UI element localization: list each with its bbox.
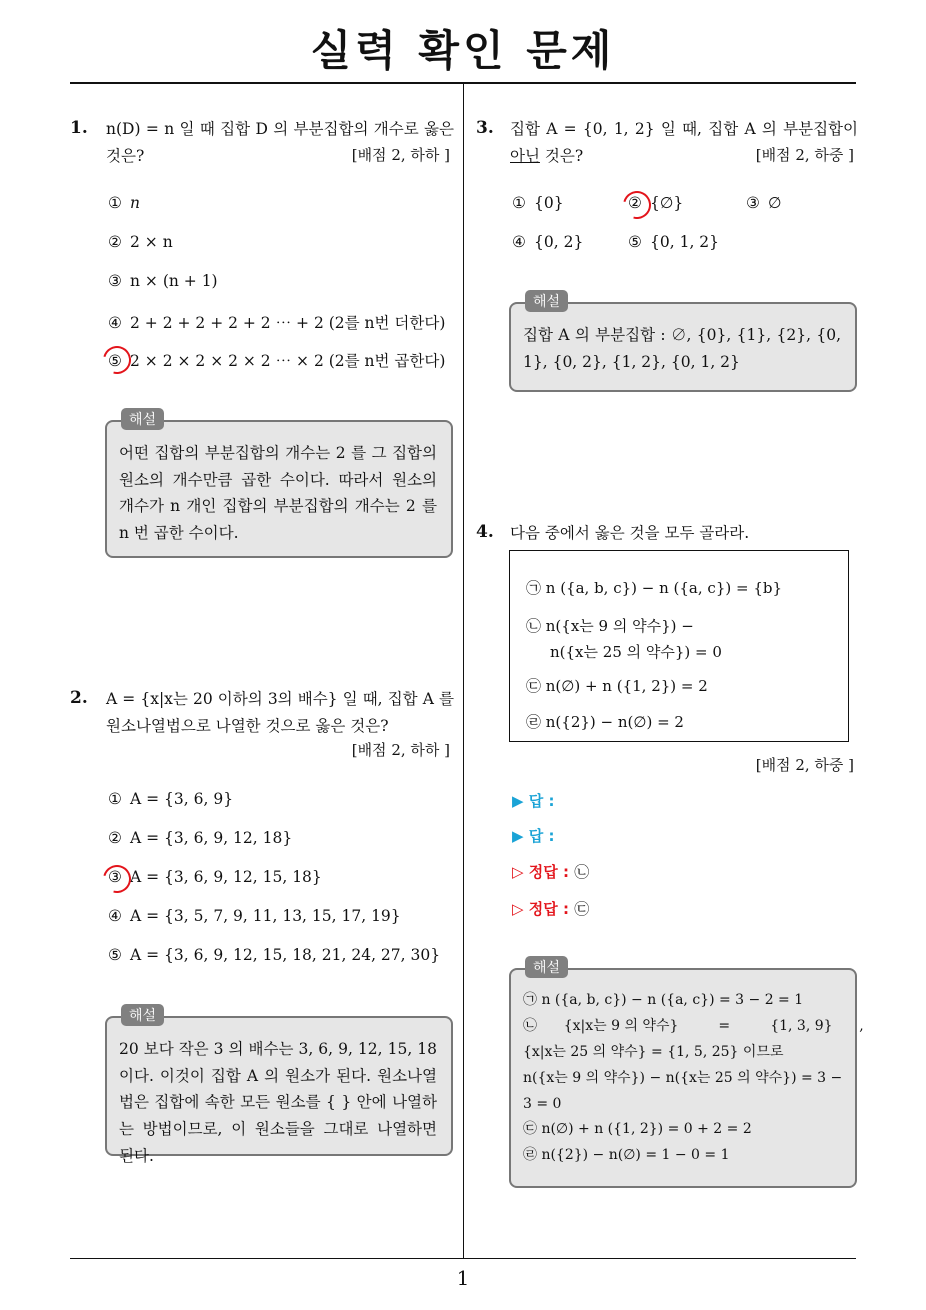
explanation-line: ㉢ n(∅) + n ({1, 2}) = 0 + 2 = 2 [523, 1121, 752, 1138]
page-number: 1 [456, 1266, 470, 1290]
explanation-box [509, 960, 864, 1188]
question-number: 1. [70, 118, 88, 138]
explanation-line: ㉠ n ({a, b, c}) − n ({a, c}) = 3 − 2 = 1 [523, 992, 804, 1008]
explanation-text [511, 970, 864, 1179]
explanation-text: 어떤 집합의 부분집합의 개수는 2 를 그 집합의 원소의 개수만큼 곱한 수이다. 따라서 원소의 개수가 n 개인 집합의 부분집합의 개수는 2 를 n 번 곱한 수이다. [119, 444, 437, 542]
explanation-tab: 해설 [121, 1004, 164, 1026]
explanation-box [105, 1008, 453, 1165]
choice-5[interactable]: ⑤ A = {3, 6, 9, 12, 15, 18, 21, 24, 27, 30} [108, 946, 441, 964]
correct-answer-2: ▷ 정답 : ㉢ [512, 900, 590, 918]
question-meta: [배점 2, 하하 ] [351, 146, 450, 164]
question-text: A = {x|x는 20 이하의 3의 배수} 일 때, 집합 A 를 원소나열법으로 나열한 것으로 옳은 것은? [106, 690, 454, 735]
selected-answer-circle [98, 860, 136, 898]
statement-c: ㉢ n(∅) + n ({1, 2}) = 2 [526, 677, 708, 695]
choice-2[interactable]: ② 2 × n [108, 233, 173, 251]
page-title: 실력 확인 문제 [310, 26, 616, 75]
explanation-text: 집합 A 의 부분집합 : ∅, {0}, {1}, {2}, {0, 1}, {0, 2}, {1, 2}, {0, 1, 2} [523, 326, 841, 371]
underlined-word: 아닌 [510, 146, 540, 165]
choice-1[interactable]: ① {0} [512, 194, 564, 212]
column-divider [463, 83, 464, 1258]
choice-1[interactable]: ① n [108, 194, 140, 212]
explanation-box [105, 412, 453, 558]
choice-2[interactable]: ② {∅} [628, 194, 684, 212]
question-number: 4. [476, 522, 494, 542]
selected-answer-circle [618, 186, 656, 224]
question-meta: [배점 2, 하중 ] [755, 756, 854, 774]
answer-blank-1[interactable]: ▶ 답 : [512, 792, 555, 810]
choice-5[interactable]: ⑤ 2 × 2 × 2 × 2 × 2 ⋯ × 2 (2를 n번 곱한다) [108, 352, 446, 370]
explanation-line: ㉣ n({2}) − n(∅) = 1 − 0 = 1 [523, 1147, 730, 1164]
statement-b-cont: n({x는 25 의 약수}) = 0 [550, 643, 722, 661]
explanation-line: 3 = 0 [523, 1095, 562, 1112]
statement-a: ㉠ n ({a, b, c}) − n ({a, c}) = {b} [526, 579, 783, 597]
bottom-rule [70, 1258, 856, 1259]
question-text: 집합 A = {0, 1, 2} 일 때, 집합 A 의 부분집합이 아닌 것은? [510, 120, 858, 165]
explanation-tab: 해설 [525, 290, 568, 312]
choice-3[interactable]: ③ ∅ [746, 194, 782, 212]
question-text: n(D) = n 일 때 집합 D 의 부분집합의 개수로 옳은 것은? [106, 120, 454, 165]
selected-answer-circle [98, 341, 136, 379]
statement-b: ㉡ n({x는 9 의 약수}) − [526, 617, 694, 635]
choice-2[interactable]: ② A = {3, 6, 9, 12, 18} [108, 829, 293, 847]
explanation-line: n({x는 9 의 약수}) − n({x는 25 의 약수}) = 3 − [523, 1069, 843, 1086]
explanation-text: 20 보다 작은 3 의 배수는 3, 6, 9, 12, 15, 18 이다. 이것이 집합 A 의 원소가 된다. 원소나열법은 집합에 속한 모든 원소를 { } 안에 나열하는 방법이므로, 이 원소들을 그대로 나열하면 된다. [119, 1040, 437, 1165]
explanation-box [509, 294, 857, 392]
explanation-tab: 해설 [121, 408, 164, 430]
question-text: 다음 중에서 옳은 것을 모두 골라라. [510, 524, 750, 542]
choice-3[interactable]: ③ A = {3, 6, 9, 12, 15, 18} [108, 868, 322, 886]
choice-4[interactable]: ④ {0, 2} [512, 233, 584, 251]
explanation-line: {x|x는 25 의 약수} = {1, 5, 25} 이므로 [523, 1043, 784, 1060]
choice-5[interactable]: ⑤ {0, 1, 2} [628, 233, 720, 251]
question-number: 3. [476, 118, 494, 138]
explanation-line: ㉡ {x|x는 9 의 약수} = {1, 3, 9} , [523, 1017, 864, 1034]
choice-4[interactable]: ④ 2 + 2 + 2 + 2 + 2 ⋯ + 2 (2를 n번 더한다) [108, 314, 446, 332]
explanation-tab: 해설 [525, 956, 568, 978]
choice-4[interactable]: ④ A = {3, 5, 7, 9, 11, 13, 15, 17, 19} [108, 907, 401, 925]
statement-d: ㉣ n({2}) − n(∅) = 2 [526, 713, 684, 731]
statement-box [509, 550, 849, 742]
correct-answer-1: ▷ 정답 : ㉡ [512, 863, 590, 881]
question-number: 2. [70, 688, 88, 708]
choice-1[interactable]: ① A = {3, 6, 9} [108, 790, 234, 808]
question-meta: [배점 2, 하하 ] [351, 741, 450, 759]
question-meta: [배점 2, 하중 ] [755, 146, 854, 164]
answer-blank-2[interactable]: ▶ 답 : [512, 827, 555, 845]
choice-3[interactable]: ③ n × (n + 1) [108, 272, 218, 290]
